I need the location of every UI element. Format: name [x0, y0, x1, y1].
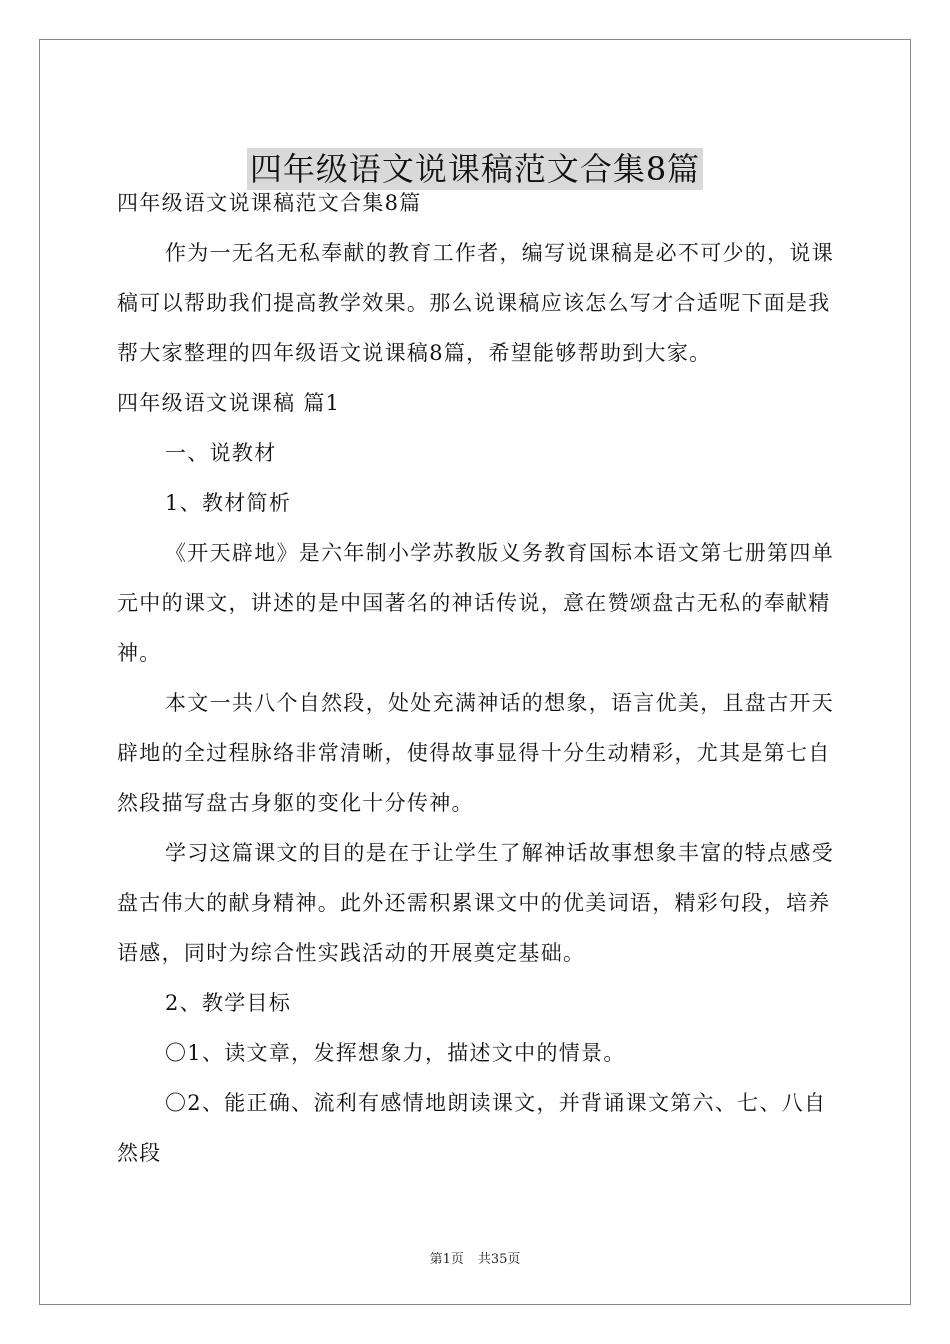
subheading-goals: 2、教学目标	[165, 991, 292, 1015]
document-body	[117, 178, 842, 1178]
paragraph-subtitle: 四年级语文说课稿范文合集8篇	[117, 191, 422, 215]
goal-item-2: 〇2、能正确、流利有感情地朗读课文，并背诵课文第六、七、八自然段	[117, 1091, 827, 1165]
page-total: 共35页	[477, 1252, 521, 1267]
subheading-textbook: 一、说教材	[165, 441, 277, 465]
paragraph-intro: 作为一无名无私奉献的教育工作者，编写说课稿是必不可少的，说课稿可以帮助我们提高教学效果。那么说课稿应该怎么写才合适呢下面是我帮大家整理的四年级语文说课稿8篇，希望能够帮助到大家。	[117, 241, 834, 365]
paragraph-analysis-3: 学习这篇课文的目的是在于让学生了解神话故事想象丰富的特点感受盘古伟大的献身精神。此外还需积累课文中的优美词语，精彩句段，培养语感，同时为综合性实践活动的开展奠定基础。	[117, 841, 834, 965]
section-heading: 四年级语文说课稿 篇1	[117, 391, 341, 415]
paragraph-analysis-2: 本文一共八个自然段，处处充满神话的想象，语言优美，且盘古开天辟地的全过程脉络非常清晰，使得故事显得十分生动精彩，尤其是第七自然段描写盘古身躯的变化十分传神。	[117, 691, 834, 815]
paragraph-analysis-1: 《开天辟地》是六年制小学苏教版义务教育国标本语文第七册第四单元中的课文，讲述的是中国著名的神话传说，意在赞颂盘古无私的奉献精神。	[117, 541, 834, 665]
document-title: 四年级语文说课稿范文合集8篇	[247, 148, 703, 190]
goal-item-1: 〇1、读文章，发挥想象力，描述文中的情景。	[165, 1041, 626, 1065]
subheading-analysis: 1、教材简析	[165, 491, 292, 515]
page-number: 第1页	[429, 1252, 464, 1267]
page-footer	[0, 1248, 950, 1267]
